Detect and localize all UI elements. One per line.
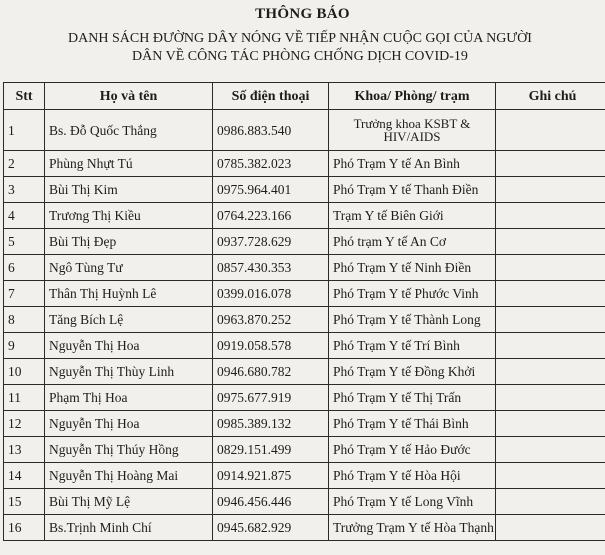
table-row [4,177,605,203]
table-row [4,489,605,515]
row-stt: 5 [4,229,45,255]
row-note [496,177,605,203]
row-dept: Phó Trạm Y tế Trí Bình [329,333,496,359]
row-name: Ngô Tùng Tư [45,255,213,281]
row-phone: 0829.151.499 [213,437,329,463]
row-stt: 11 [4,385,45,411]
row-phone: 0946.456.446 [213,489,329,515]
row-dept: Phó Trạm Y tế Thanh Điền [329,177,496,203]
row-stt: 1 [4,110,45,151]
header-phone: Số điện thoại [213,83,329,110]
row-phone: 0919.058.578 [213,333,329,359]
row-note [496,151,605,177]
table-row [4,229,605,255]
row-name: Nguyễn Thị Thúy Hồng [45,437,213,463]
row-name: Phùng Nhựt Tú [45,151,213,177]
table-row [4,255,605,281]
subtitle-line-2: DÂN VỀ CÔNG TÁC PHÒNG CHỐNG DỊCH COVID-19 [132,49,468,64]
row-stt: 14 [4,463,45,489]
header-name: Họ và tên [45,83,213,110]
row-name: Nguyễn Thị Hoa [45,411,213,437]
row-phone: 0937.728.629 [213,229,329,255]
row-dept: Phó Trạm Y tế Thái Bình [329,411,496,437]
row-stt: 16 [4,515,45,541]
table-header-row [4,83,605,110]
row-name: Tăng Bích Lệ [45,307,213,333]
row-phone: 0764.223.166 [213,203,329,229]
row-phone: 0946.680.782 [213,359,329,385]
row-name: Bs.Trịnh Minh Chí [45,515,213,541]
row-name: Thân Thị Huỳnh Lê [45,281,213,307]
row-dept: Trưởng Trạm Y tế Hòa Thạnh [329,515,496,541]
row-phone: 0399.016.078 [213,281,329,307]
row-stt: 2 [4,151,45,177]
table-row [4,359,605,385]
row-phone: 0986.883.540 [213,110,329,151]
row-dept: Phó Trạm Y tế Đồng Khởi [329,359,496,385]
row-stt: 15 [4,489,45,515]
row-phone: 0985.389.132 [213,411,329,437]
document-subtitle [20,30,580,66]
table-body [4,110,605,541]
table-row [4,203,605,229]
header-dept: Khoa/ Phòng/ trạm [329,83,496,110]
row-name: Bs. Đỗ Quốc Thắng [45,110,213,151]
row-stt: 13 [4,437,45,463]
row-phone: 0914.921.875 [213,463,329,489]
row-note [496,203,605,229]
row-dept: Phó Trạm Y tế Thành Long [329,307,496,333]
row-note [496,307,605,333]
table-row [4,151,605,177]
row-note [496,281,605,307]
row-phone: 0945.682.929 [213,515,329,541]
row-note [496,515,605,541]
row-stt: 7 [4,281,45,307]
row-phone: 0785.382.023 [213,151,329,177]
row-stt: 6 [4,255,45,281]
row-stt: 10 [4,359,45,385]
row-phone: 0975.964.401 [213,177,329,203]
row-dept: Trạm Y tế Biên Giới [329,203,496,229]
row-note [496,411,605,437]
table-row [4,385,605,411]
row-stt: 3 [4,177,45,203]
row-dept: Phó Trạm Y tế Hòa Hội [329,463,496,489]
row-dept: Phó trạm Y tế An Cơ [329,229,496,255]
row-note [496,463,605,489]
row-name: Nguyễn Thị Hoàng Mai [45,463,213,489]
row-note [496,110,605,151]
table-row [4,110,605,151]
table-row [4,515,605,541]
subtitle-line-1: DANH SÁCH ĐƯỜNG DÂY NÓNG VỀ TIẾP NHẬN CUỘC GỌI CỦA NGƯỜI [68,31,532,46]
row-name: Phạm Thị Hoa [45,385,213,411]
document-title: THÔNG BÁO [255,6,350,22]
row-note [496,255,605,281]
row-note [496,229,605,255]
row-note [496,437,605,463]
row-dept: Phó Trạm Y tế Thị Trấn [329,385,496,411]
row-stt: 12 [4,411,45,437]
row-dept: Phó Trạm Y tế An Bình [329,151,496,177]
hotline-table [3,82,605,541]
row-stt: 8 [4,307,45,333]
row-phone: 0975.677.919 [213,385,329,411]
row-stt: 9 [4,333,45,359]
row-name: Bùi Thị Đẹp [45,229,213,255]
table-row [4,333,605,359]
row-phone: 0857.430.353 [213,255,329,281]
row-note [496,359,605,385]
row-name: Bùi Thị Kim [45,177,213,203]
row-note [496,489,605,515]
row-dept: Phó Trạm Y tế Phước Vinh [329,281,496,307]
row-note [496,385,605,411]
table-row [4,281,605,307]
row-name: Nguyễn Thị Thùy Linh [45,359,213,385]
row-dept: Trưởng khoa KSBT & HIV/AIDS [329,110,496,151]
row-stt: 4 [4,203,45,229]
row-dept: Phó Trạm Y tế Ninh Điền [329,255,496,281]
row-name: Trương Thị Kiều [45,203,213,229]
table-row [4,411,605,437]
row-name: Nguyễn Thị Hoa [45,333,213,359]
header-note: Ghi chú [496,83,605,110]
table-row [4,463,605,489]
row-phone: 0963.870.252 [213,307,329,333]
table-row [4,307,605,333]
row-note [496,333,605,359]
row-name: Bùi Thị Mỹ Lệ [45,489,213,515]
row-dept: Phó Trạm Y tế Long Vĩnh [329,489,496,515]
row-dept: Phó Trạm Y tế Hảo Đước [329,437,496,463]
table-row [4,437,605,463]
header-stt: Stt [4,83,45,110]
